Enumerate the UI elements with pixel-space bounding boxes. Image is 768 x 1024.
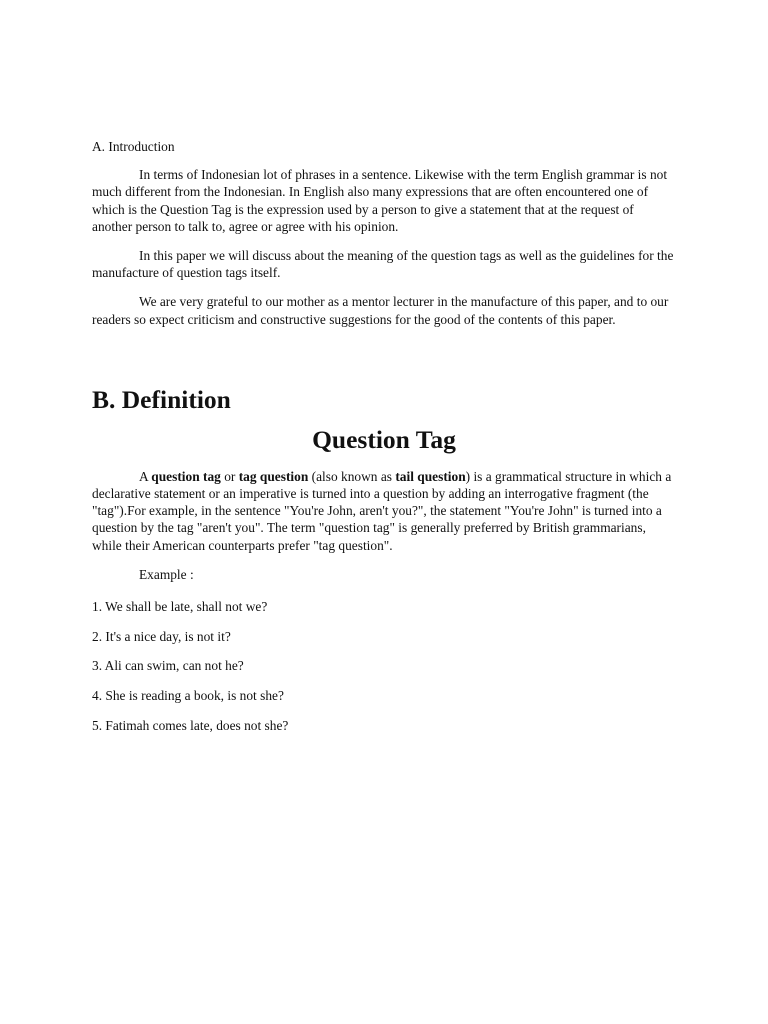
example-item-3: 3. Ali can swim, can not he? xyxy=(92,658,244,674)
example-item-2: 2. It's a nice day, is not it? xyxy=(92,628,231,644)
term-question-tag: question tag xyxy=(151,468,221,484)
definition-rest: ) is a grammatical structure in which a declarative statement or an imperative is turned into a question by adding an interrogative fragment (the "tag").For example, in the sentence "You're John, aren't you?", the statement "You're John" is turned into a question by the tag "aren't you". The term "question tag" is generally preferred by British grammarians, while their American counterparts prefer "tag question". xyxy=(92,468,672,553)
example-item-5: 5. Fatimah comes late, does not she? xyxy=(92,717,289,733)
definition-section xyxy=(92,384,676,734)
introduction-heading: A. Introduction xyxy=(92,139,175,154)
document-content xyxy=(92,138,676,747)
definition-lead: A xyxy=(139,468,152,484)
definition-paragraph xyxy=(92,468,676,554)
term-tag-question: tag question xyxy=(238,468,309,484)
definition-heading: B. Definition xyxy=(92,384,231,414)
introduction-paragraph-2: In this paper we will discuss about the meaning of the question tags as well as the guidelines for the manufacture of question tags itself. xyxy=(92,248,674,281)
examples-list xyxy=(92,598,676,734)
introduction-paragraph-1: In terms of Indonesian lot of phrases in a sentence. Likewise with the term English grammar is not much different from the Indonesian. In English also many expressions that are often encountered one of which is the Question Tag is the expression used by a person to give a statement that at the request of another person to talk to, agree or agree with his opinion. xyxy=(92,167,668,234)
definition-connector: or xyxy=(220,468,239,484)
term-tail-question: tail question xyxy=(395,468,466,484)
question-tag-title: Question Tag xyxy=(312,424,456,454)
example-label: Example : xyxy=(139,566,194,582)
definition-aka: (also known as xyxy=(308,468,396,484)
introduction-paragraph-3: We are very grateful to our mother as a mentor lecturer in the manufacture of this paper, and to our readers so expect criticism and constructive suggestions for the good of the contents of this paper. xyxy=(92,294,669,327)
introduction-section xyxy=(92,138,676,328)
example-item-4: 4. She is reading a book, is not she? xyxy=(92,688,284,704)
example-item-1: 1. We shall be late, shall not we? xyxy=(92,599,268,615)
